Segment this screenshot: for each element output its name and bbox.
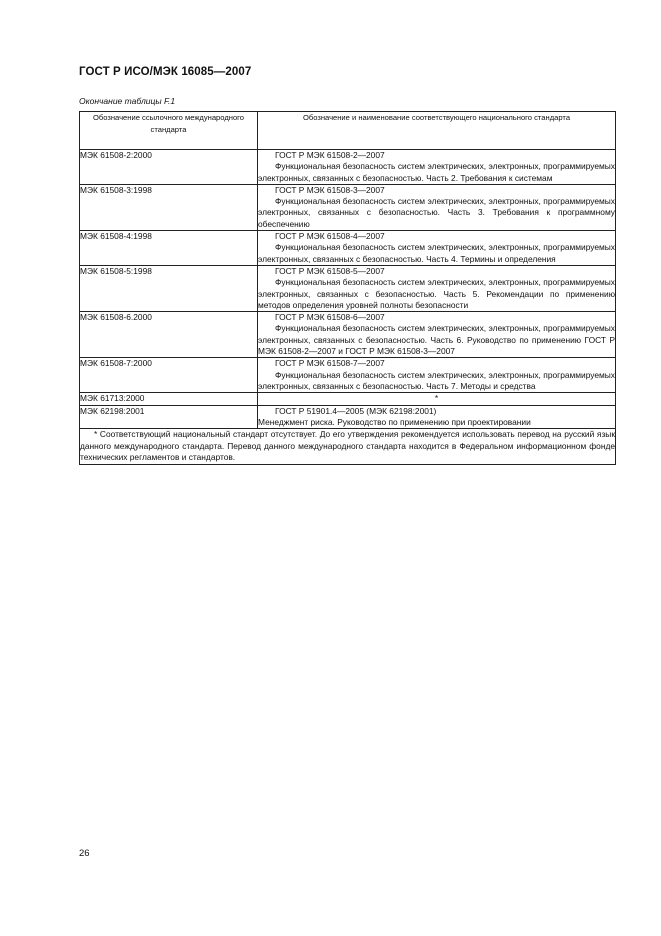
- national-standard-title: Функциональная безопасность систем электрических, электронных, программируемых электронных, связанных с безопасностью. Часть 5. Рекомендации по применению методов определения уровней полноты безопасности: [258, 277, 615, 310]
- international-standard-cell: МЭК 61508-2:2000: [80, 150, 258, 185]
- international-standard-cell: МЭК 62198:2001: [80, 405, 258, 429]
- international-standard-cell: МЭК 61508-7:2000: [80, 358, 258, 393]
- national-standard-title: Функциональная безопасность систем электрических, электронных, программируемых электронных, связанных с безопасностью. Часть 2. Требования к системам: [258, 161, 615, 183]
- table-footnote-row: [80, 429, 616, 465]
- national-standard-designation: ГОСТ Р МЭК 61508-5—2007: [275, 265, 385, 276]
- national-standard-designation: ГОСТ Р МЭК 61508-7—2007: [275, 358, 385, 369]
- column-header-national-standard: Обозначение и наименование соответствующего национального стандарта: [258, 112, 616, 150]
- national-standard-title: Функциональная безопасность систем электрических, электронных, программируемых электронных, связанных с безопасностью. Часть 4. Термины и определения: [258, 242, 615, 264]
- footnote-reference-mark: *: [258, 393, 616, 405]
- national-standard-cell: [258, 184, 616, 230]
- international-standard-cell: МЭК 61508-5:1998: [80, 265, 258, 311]
- international-standard-cell: МЭК 61508-4:1998: [80, 231, 258, 266]
- national-standard-cell: [258, 231, 616, 266]
- national-standard-title: Функциональная безопасность систем электрических, электронных, программируемых электронных, связанных с безопасностью. Часть 7. Методы и средства: [258, 369, 615, 391]
- document-code: ГОСТ Р ИСО/МЭК 16085—2007: [79, 66, 252, 78]
- national-standard-designation: ГОСТ Р МЭК 61508-3—2007: [275, 184, 385, 195]
- column-header-international-standard: Обозначение ссылочного международного стандарта: [80, 112, 258, 150]
- table-row: [80, 405, 616, 429]
- national-standard-designation: ГОСТ Р МЭК 61508-4—2007: [275, 231, 385, 242]
- page-number: 26: [79, 848, 90, 859]
- international-standard-cell: МЭК 61713:2000: [80, 393, 258, 405]
- table-row: [80, 231, 616, 266]
- national-standard-cell: [258, 312, 616, 358]
- international-standard-cell: МЭК 61508-6.2000: [80, 312, 258, 358]
- national-standard-title: Менеджмент риска. Руководство по применению при проектировании: [258, 416, 531, 427]
- national-standard-cell: [258, 265, 616, 311]
- international-standard-cell: МЭК 61508-3:1998: [80, 184, 258, 230]
- national-standard-cell: [258, 358, 616, 393]
- table-row: [80, 150, 616, 185]
- national-standard-designation: ГОСТ Р МЭК 61508-2—2007: [275, 150, 385, 160]
- table-row: [80, 358, 616, 393]
- table-caption: Окончание таблицы F.1: [79, 96, 176, 106]
- table-header-row: [80, 112, 616, 150]
- table-row: [80, 184, 616, 230]
- national-standard-designation: ГОСТ Р 51901.4—2005 (МЭК 62198:2001): [275, 405, 437, 416]
- national-standard-designation: ГОСТ Р МЭК 61508-6—2007: [275, 312, 385, 323]
- reference-standards-table: [79, 111, 616, 465]
- table-row: [80, 312, 616, 358]
- national-standard-title: Функциональная безопасность систем электрических, электронных, программируемых электронных, связанных с безопасностью. Часть 3. Требования к программному обеспечению: [258, 196, 615, 229]
- table-row: [80, 393, 616, 405]
- table-footnote: * Соответствующий национальный стандарт отсутствует. До его утверждения рекомендуется использовать перевод на русский язык данного международного стандарта. Перевод данного международного стандарта находится в Федеральном информационном фонде технических регламентов и стандартов.: [80, 429, 615, 463]
- table-row: [80, 265, 616, 311]
- national-standard-cell: [258, 150, 616, 185]
- national-standard-cell: [258, 405, 616, 429]
- national-standard-title: Функциональная безопасность систем электрических, электронных, программируемых электронных, связанных с безопасностью. Часть 6. Руководство по применению ГОСТ Р МЭК 61508-2—2007 и ГОСТ Р МЭК 61508-3—2007: [258, 323, 615, 357]
